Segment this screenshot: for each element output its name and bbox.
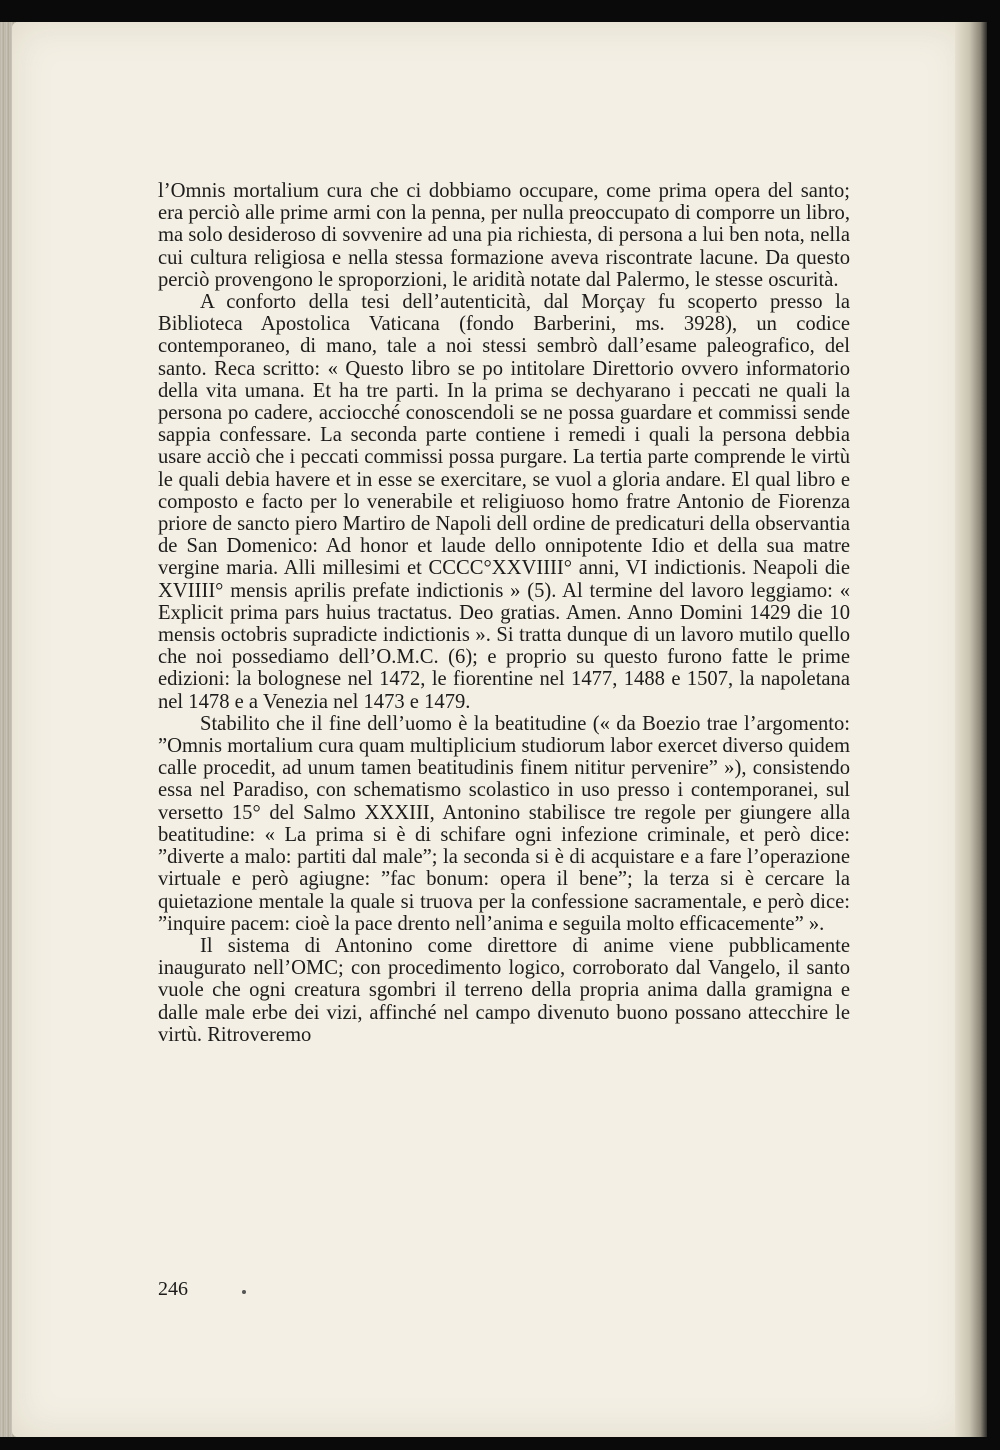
page-number: 246 xyxy=(158,1278,188,1300)
book-gutter-shadow xyxy=(955,22,987,1437)
paragraph-1: l’Omnis mortalium cura che ci dobbiamo occupare, come prima opera del santo; era perciò alle prime armi con la penna, per nulla preoccupato di comporre un libro, ma solo desideroso di sovvenire ad una pia richiesta, di persona a lui ben nota, nella cui cultura religiosa e nella stessa formazione aveva riscontrate lacune. Da questo perciò provengono le sproporzioni, le aridità notate dal Palermo, le stesse oscurità. xyxy=(158,180,850,291)
paragraph-3: Stabilito che il fine dell’uomo è la beatitudine (« da Boezio trae l’argomento: ”Omnis mortalium cura quam multiplicium studiorum labor exercet diverso quidem calle procedit, ad unum tamen beatitudinis finem nititur pervenire” »), consistendo essa nel Paradiso, con schematismo scolastico in uso presso i contemporanei, sul versetto 15° del Salmo XXXIII, Antonino stabilisce tre regole per giungere alla beatitudine: « La prima si è di schifare ogni infezione criminale, et però dice: ”diverte a malo: partiti dal male”; la seconda si è di acquistare e a fare l’operazione virtuale e però agiugne: ”fac bonum: opera il bene”; la terza si è cercare la quietazione mentale la quale si truova per la confessione sacramentale, e però dice: ”inquire pacem: cioè la pace drento nell’anima e seguila molto efficacemente” ». xyxy=(158,712,850,935)
paragraph-2: A conforto della tesi dell’autenticità, dal Morçay fu scoperto presso la Biblioteca Apostolica Vaticana (fondo Barberini, ms. 3928), un codice contemporaneo, di mano, tale a noi stessi sembrò dall’esame paleografico, del santo. Reca scritto: « Questo libro se po intitolare Direttorio ovvero informatorio della vita umana. Et ha tre parti. In la prima se dechyarano i peccati ne quali la persona po cadere, acciocché conoscendoli se ne possa guardare et commissi sende sappia confessare. La seconda parte contiene i remedi i quali la persona debbia usare acciò che i peccati commissi possa purgare. La tertia parte comprende le virtù le quali debia havere et in esse se exercitare, se vuol a gloria andare. El qual libro e composto e facto per lo venerabile et religiuoso homo fratre Antonio de Fiorenza priore de sancto piero Martiro de Napoli dell ordine de predicaturi della observantia de San Domenico: Ad honor et laude dello onnipotente Idio et della sua matre vergine maria. Alli millesimi et CCCC°XXVIIII° anni, VI indictionis. Neapoli die XVIIII° mensis aprilis prefate indictionis » (5). Al termine del lavoro leggiamo: « Explicit prima pars huius tractatus. Deo gratias. Amen. Anno Domini 1429 die 10 mensis octobris supradicte indictionis ». Si tratta dunque di un lavoro mutilo quello che noi possediamo dell’O.M.C. (6); e proprio su questo furono fatte le prime edizioni: la bolognese nel 1472, le fiorentine nel 1477, 1488 e 1507, la napoletana nel 1478 e a Venezia nel 1473 e 1479. xyxy=(158,291,850,713)
ink-speck xyxy=(242,1290,246,1294)
paragraph-4: Il sistema di Antonino come direttore di anime viene pubblicamente inaugurato nell’OMC; con procedimento logico, corroborato dal Vangelo, il santo vuole che ogni creatura sgombri il terreno della propria anima dalla gramigna e dalle male erbe dei vizi, affinché nel campo divenuto buono possano attecchire le virtù. Ritroveremo xyxy=(158,934,850,1046)
body-text xyxy=(158,180,850,1046)
